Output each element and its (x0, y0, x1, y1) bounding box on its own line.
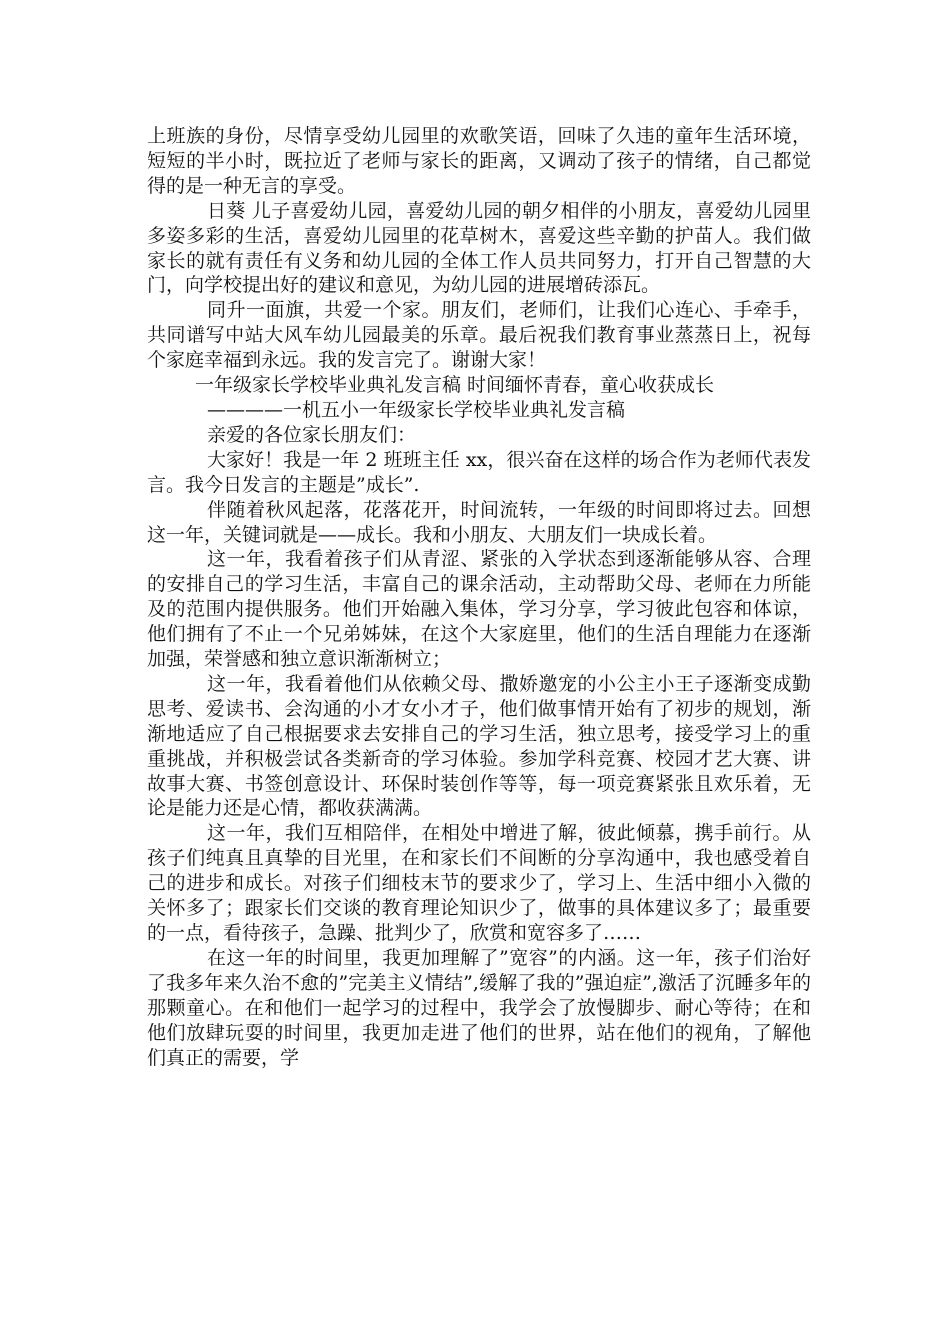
paragraph-autumn: 伴随着秋风起落，花落花开，时间流转，一年级的时间即将过去。回想这一年，关键词就是——成长。我和小朋友、大朋友们一块成长着。 (147, 498, 811, 546)
salutation: 亲爱的各位家长朋友们： (207, 423, 417, 446)
paragraph-intro-continuation: 上班族的身份，尽情享受幼儿园里的欢歌笑语，回味了久违的童年生活环境，短短的半小时，既拉近了老师与家长的距离，又调动了孩子的情绪，自己都觉得的是一种无言的享受。 (147, 125, 811, 197)
paragraph-greeting: 大家好！我是一年 2 班班主任 xx，很兴奋在这样的场合作为老师代表发言。我今日发言的主题是”成长”. (147, 448, 811, 496)
paragraph-kindergarten-love: 日葵 儿子喜爱幼儿园，喜爱幼儿园的朝夕相伴的小朋友，喜爱幼儿园里多姿多彩的生活，喜爱幼儿园里的花草树木，喜爱这些辛勤的护苗人。我们做家长的就有责任有义务和幼儿园的全体工作人员共同努力，打开自己智慧的大门，向学校提出好的建议和意见，为幼儿园的进展增砖添瓦。 (147, 199, 811, 297)
document-body (147, 124, 811, 1070)
paragraph-this-year-1: 这一年，我看着孩子们从青涩、紧张的入学状态到逐渐能够从容、合理的安排自己的学习生活，丰富自己的课余活动，主动帮助父母、老师在力所能及的范围内提供服务。他们开始融入集体，学习分享，学习彼此包容和体谅，他们拥有了不止一个兄弟姊妹，在这个大家庭里，他们的生活自理能力在逐渐加强，荣誉感和独立意识渐渐树立； (147, 548, 811, 671)
speech-title: 一年级家长学校毕业典礼发言稿 时间缅怀青春，童心收获成长 (195, 374, 715, 397)
speech-subtitle: ————一机五小一年级家长学校毕业典礼发言稿 (207, 398, 626, 421)
paragraph-tolerance: 在这一年的时间里，我更加理解了”宽容”的内涵。这一年，孩子们治好了我多年来久治不愈的”完美主义情结”,缓解了我的”强迫症”,激活了沉睡多年的那颗童心。在和他们一起学习的过程中，我学会了放慢脚步、耐心等待；在和他们放肆玩耍的时间里，我更加走进了他们的世界，站在他们的视角，了解他们真正的需要，学 (147, 946, 811, 1069)
paragraph-closing-wishes: 同升一面旗，共爱一个家。朋友们，老师们，让我们心连心、手牵手，共同谱写中站大风车幼儿园最美的乐章。最后祝我们教育事业蒸蒸日上，祝每个家庭幸福到永远。我的发言完了。谢谢大家！ (147, 299, 811, 372)
paragraph-this-year-3: 这一年，我们互相陪伴，在相处中增进了解，彼此倾慕，携手前行。从孩子们纯真且真挚的目光里，在和家长们不间断的分享沟通中，我也感受着自己的进步和成长。对孩子们细枝末节的要求少了，学习上、生活中细小入微的关怀多了；跟家长们交谈的教育理论知识少了，做事的具体建议多了；最重要的一点，看待孩子，急躁、批判少了，欣赏和宽容多了…… (147, 822, 811, 944)
paragraph-this-year-2: 这一年，我看着他们从依赖父母、撒娇邀宠的小公主小王子逐渐变成勤思考、爱读书、会沟通的小才女小才子，他们做事情开始有了初步的规划，渐渐地适应了自己根据要求去安排自己的学习生活，独立思考，接受学习上的重重挑战，并积极尝试各类新奇的学习体验。参加学科竞赛、校园才艺大赛、讲故事大赛、书签创意设计、环保时装创作等等，每一项竞赛紧张且欢乐着，无论是能力还是心情，都收获满满。 (147, 672, 811, 820)
